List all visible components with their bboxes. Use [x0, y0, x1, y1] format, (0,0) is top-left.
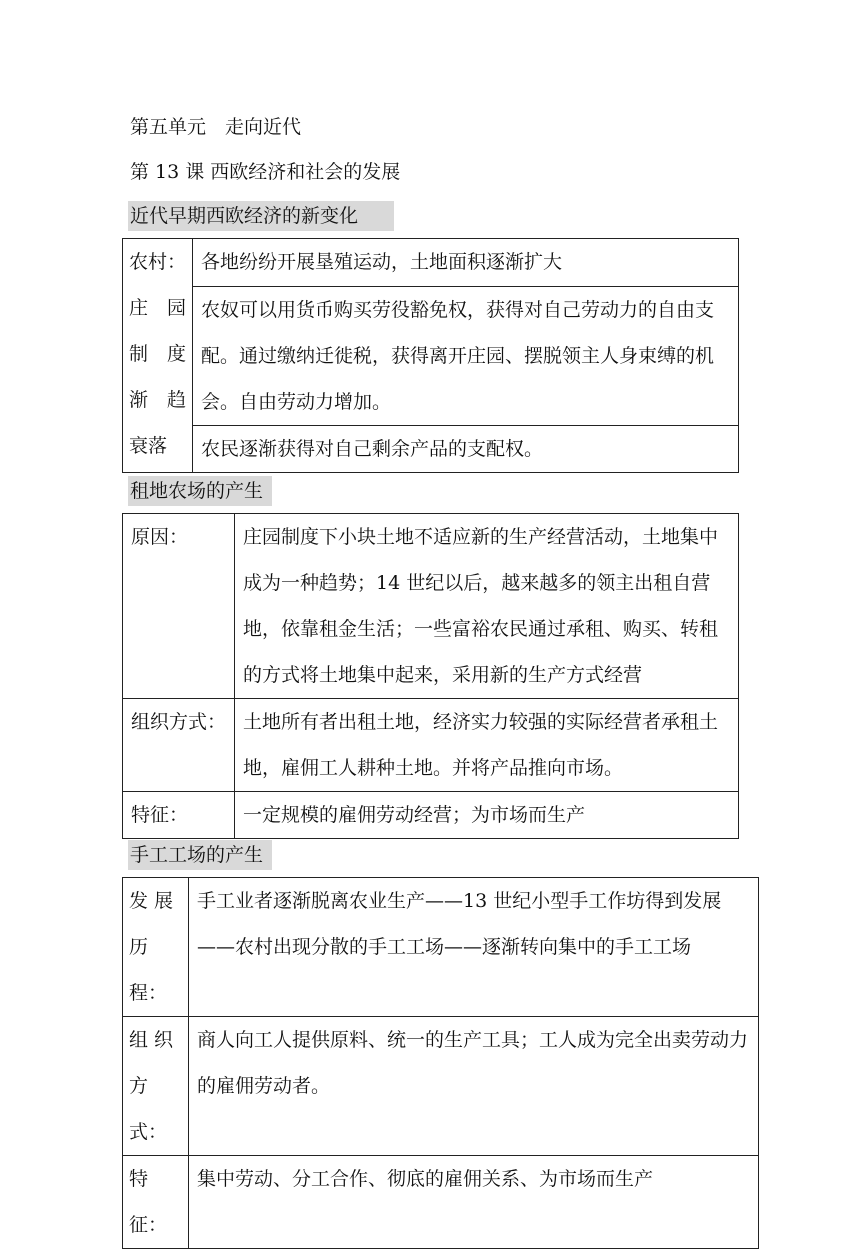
section1-label-line: 庄 园 [129, 297, 187, 319]
section1-label-cell [123, 239, 193, 473]
section3-row-text: 商人向工人提供原料、统一的生产工具；工人成为完全出卖劳动力的雇佣劳动者。 [189, 1017, 759, 1156]
section1-label-line: 衰落 [129, 435, 168, 457]
section2-row-text: 土地所有者出租土地，经济实力较强的实际经营者承租土地，雇佣工人耕种土地。并将产品推向市场。 [235, 699, 739, 792]
section1-row-text: 农奴可以用货币购买劳役豁免权，获得对自己劳动力的自由支配。通过缴纳迁徙税，获得离开庄园、摆脱领主人身束缚的机会。自由劳动力增加。 [193, 287, 739, 426]
section3-table [122, 877, 759, 1249]
section3-row-label: 特征： [123, 1156, 189, 1249]
unit-title: 第五单元 走向近代 [130, 116, 302, 138]
section3-row-label: 组 织 方式： [123, 1017, 189, 1156]
section1-heading: 近代早期西欧经济的新变化 [128, 201, 394, 231]
section2-row-text: 一定规模的雇佣劳动经营；为市场而生产 [235, 792, 739, 839]
section2-heading: 租地农场的产生 [128, 476, 272, 506]
section1-label-line: 渐 趋 [129, 389, 187, 411]
section3-row-text: 集中劳动、分工合作、彻底的雇佣关系、为市场而生产 [189, 1156, 759, 1249]
section3-row-label: 发 展 历程： [123, 878, 189, 1017]
section2-row-label: 特征： [123, 792, 235, 839]
section2-row-text: 庄园制度下小块土地不适应新的生产经营活动，土地集中成为一种趋势；14 世纪以后，越来越多的领主出租自营地，依靠租金生活；一些富裕农民通过承租、购买、转租的方式将土地集中起来，采用新的生产方式经营 [235, 514, 739, 699]
section2-table [122, 513, 739, 839]
section3-heading: 手工工场的产生 [128, 840, 272, 870]
section1-label-line: 制 度 [129, 343, 187, 365]
section1-row-text: 农民逐渐获得对自己剩余产品的支配权。 [193, 426, 739, 473]
section1-label-line: 农村： [129, 251, 187, 273]
section1-table [122, 238, 739, 473]
section2-row-label: 原因： [123, 514, 235, 699]
section3-row-text: 手工业者逐渐脱离农业生产——13 世纪小型手工作坊得到发展——农村出现分散的手工工场——逐渐转向集中的手工工场 [189, 878, 759, 1017]
section1-row-text: 各地纷纷开展垦殖运动，土地面积逐渐扩大 [193, 239, 739, 287]
lesson-title: 第 13 课 西欧经济和社会的发展 [130, 161, 401, 183]
section2-row-label: 组织方式： [123, 699, 235, 792]
